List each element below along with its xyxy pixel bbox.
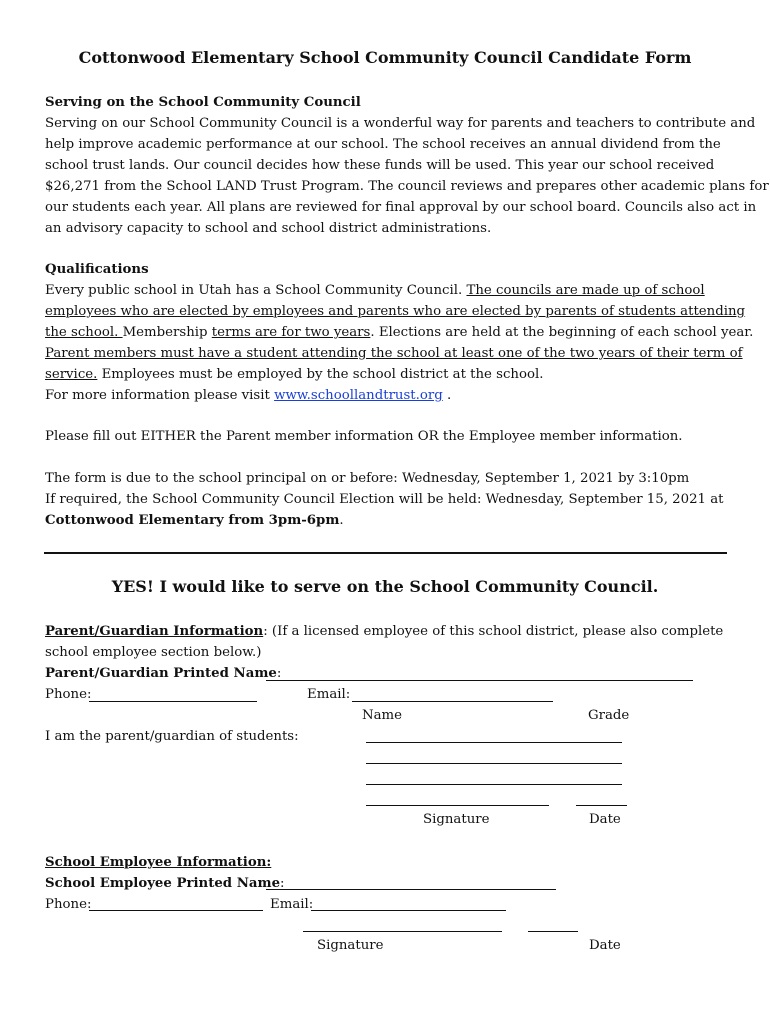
qual-text: Employees must be employed by the school district at the school. [97, 367, 544, 382]
serving-line: help improve academic performance at our school. The school receives an annual dividend from the [45, 137, 721, 152]
student-entry-field[interactable] [366, 763, 622, 764]
qualifications-line [45, 385, 735, 406]
qual-underlined-text: service. [45, 367, 98, 382]
serving-line: school trust lands. Our council decides how these funds will be used. This year our school received [45, 158, 715, 173]
parent-email-label: Email: [307, 687, 351, 702]
student-entry-field[interactable] [366, 784, 622, 785]
serving-line: an advisory capacity to school and school district administrations. [45, 221, 492, 236]
instruction-text: Please fill out EITHER the Parent member information OR the Employee member information. [45, 429, 683, 444]
qualifications-line [45, 280, 735, 301]
employee-phone-field[interactable] [89, 910, 263, 911]
student-grade-column-header: Grade [588, 708, 630, 723]
qualifications-line [45, 301, 746, 322]
parent-info-line [45, 621, 735, 642]
student-name-column-header: Name [362, 708, 403, 723]
election-line: If required, the School Community Council Election will be held: Wednesday, September 15, 2021 at [45, 492, 724, 507]
schoollandtrust-link[interactable]: www.schoollandtrust.org [274, 388, 443, 403]
student-entry-field[interactable] [366, 742, 622, 743]
employee-email-field[interactable] [311, 910, 506, 911]
employee-signature-label: Signature [317, 938, 384, 953]
employee-date-label: Date [589, 938, 621, 953]
employee-printed-name-label: School Employee Printed Name [45, 876, 281, 891]
election-location-line [45, 510, 735, 531]
parent-email-field[interactable] [352, 701, 553, 702]
employee-phone-label: Phone: [45, 897, 92, 912]
qualifications-line [45, 343, 743, 364]
employee-printed-name-row [45, 873, 285, 894]
parent-phone-label: Phone: [45, 687, 92, 702]
qual-underlined-text: Parent members must have a student attending the school at least one of the two years of their term of [45, 346, 743, 361]
qualifications-line [45, 364, 735, 385]
due-section [45, 468, 735, 531]
qual-underlined-text: terms are for two years [211, 325, 371, 340]
election-location: Cottonwood Elementary from 3pm-6pm [45, 513, 340, 528]
parent-printed-name-field[interactable] [266, 680, 693, 681]
serving-line: our students each year. All plans are reviewed for final approval by our school board. Councils also act in [45, 200, 757, 215]
qual-underlined-text: employees who are elected by employees and parents who are elected by parents of students attending [45, 304, 746, 319]
employee-date-field[interactable] [528, 931, 578, 932]
employee-info-heading: School Employee Information: [45, 855, 272, 870]
qual-underlined-text: the school. [45, 325, 123, 340]
qualifications-section [45, 259, 754, 406]
employee-signature-field[interactable] [303, 931, 502, 932]
qual-text: . [442, 388, 452, 403]
serving-line: $26,271 from the School LAND Trust Program. The council reviews and prepares other academic plans for [45, 179, 769, 194]
qual-underlined-text: The councils are made up of school [466, 283, 705, 298]
parent-date-label: Date [589, 812, 621, 827]
students-label: I am the parent/guardian of students: [45, 729, 299, 744]
form-title: Cottonwood Elementary School Community Council Candidate Form [78, 48, 692, 67]
colon: : [276, 666, 282, 681]
period: . [339, 513, 344, 528]
parent-signature-label: Signature [423, 812, 490, 827]
parent-printed-name-label: Parent/Guardian Printed Name [45, 666, 277, 681]
qual-text: . Elections are held at the beginning of each school year. [370, 325, 754, 340]
colon: : [280, 876, 285, 891]
parent-info-note [45, 621, 735, 663]
yes-heading: YES! I would like to serve on the School Community Council. [111, 577, 659, 596]
serving-heading: Serving on the School Community Council [45, 95, 361, 110]
employee-info-heading-row [45, 852, 271, 873]
parent-signature-field[interactable] [366, 805, 549, 806]
due-line: The form is due to the school principal on or before: Wednesday, September 1, 2021 by 3:10pm [45, 471, 690, 486]
section-divider [44, 552, 727, 554]
qual-text: For more information please visit [45, 388, 275, 403]
employee-email-label: Email: [270, 897, 314, 912]
parent-phone-field[interactable] [89, 701, 257, 702]
qualifications-heading: Qualifications [45, 262, 149, 277]
serving-line: Serving on our School Community Council is a wonderful way for parents and teachers to contribute and [45, 116, 756, 131]
parent-info-note-line2: school employee section below.) [45, 645, 262, 660]
serving-section [45, 92, 769, 239]
parent-info-heading: Parent/Guardian Information [45, 624, 264, 639]
parent-printed-name-row [45, 663, 281, 684]
qual-text: Membership [122, 325, 212, 340]
parent-date-field[interactable] [576, 805, 627, 806]
parent-info-note-text: : (If a licensed employee of this school district, please also complete [263, 624, 724, 639]
employee-printed-name-field[interactable] [266, 889, 556, 890]
qual-text: Every public school in Utah has a School Community Council. [45, 283, 467, 298]
qualifications-line [45, 322, 754, 343]
